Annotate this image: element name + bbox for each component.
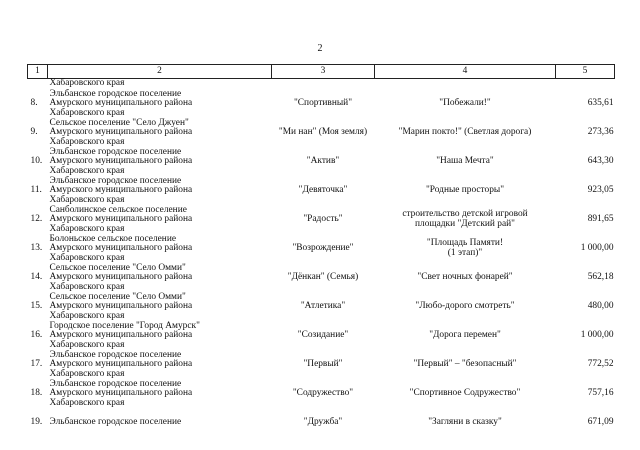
grant-amount: 1 000,00 [580,243,614,254]
settlement-name-line: Хабаровского края [49,281,125,292]
initiative-group: "Дёнкан" (Семья) [287,272,359,283]
settlement-name-line: Хабаровского края [49,194,125,205]
table-header-row [28,65,615,79]
project-title [375,351,556,380]
project-title [375,293,556,322]
project-title-line: "Площадь Памяти! [426,238,504,249]
settlement-name [48,409,272,438]
settlement-name-line: Амурского муниципального района [49,301,193,312]
table-row [28,206,615,235]
project-title-line: "Побежали!" [439,98,491,109]
settlement-name-line: Хабаровского края [49,310,125,321]
project-title-line: площадки "Детский рай" [415,219,515,229]
settlement-name-line: Хабаровского края [49,136,125,147]
settlement-name-line: Эльбанское городское поселение [49,175,182,186]
initiative-group: "Созидание" [297,330,349,341]
settlement-name [48,206,272,235]
row-number: 19. [30,417,43,428]
grant-amount: 891,65 [587,214,614,225]
settlement-name-line: Болоньское сельское поселение [49,233,176,244]
settlement-name-line: Амурского муниципального района [49,359,193,370]
row-number: 11. [30,185,42,196]
table-row [28,235,615,264]
grant-amount: 643,30 [587,156,614,167]
settlement-name-line: Эльбанское городское поселение [49,378,182,389]
project-title-line: "Любо-дорого смотреть" [415,301,515,312]
table-row [28,380,615,409]
table-row [28,409,615,438]
row-number: 17. [30,359,43,370]
settlement-name [48,177,272,206]
initiative-group: "Радость" [303,214,343,225]
settlement-name-line: Амурского муниципального района [49,272,193,283]
project-title [375,119,556,148]
initiative-group: "Девяточка" [298,185,348,196]
project-title-line: "Марин покто!" (Светлая дорога) [398,127,532,138]
project-title [375,264,556,293]
settlement-name-line: Городское поселение "Город Амурск" [49,320,200,331]
settlement-name-line: Хабаровского края [49,165,125,176]
settlement-name-line: Эльбанское городское поселение [49,349,182,360]
settlement-name-line: Хабаровского края [49,252,125,263]
project-title [375,206,556,235]
project-title [375,177,556,206]
column-header-2: 2 [48,65,272,79]
column-header-3: 3 [272,65,375,79]
project-title [375,409,556,438]
table-body [28,79,615,438]
settlement-name-line: Хабаровского края [49,223,125,234]
grant-amount: 671,09 [587,417,614,428]
carry-over-row [28,79,615,90]
settlement-name [48,264,272,293]
table-row [28,322,615,351]
project-title-line: "Свет ночных фонарей" [417,272,513,283]
settlement-name-line: Амурского муниципального района [49,156,193,167]
project-title-line: строительство детской игровой [402,209,528,220]
row-number: 13. [30,243,43,254]
settlement-name-line: Сельское поселение "Село Джуен" [49,117,189,128]
table-row [28,264,615,293]
grant-amount: 772,52 [587,359,614,370]
row-number: 12. [30,214,43,225]
settlement-name [48,351,272,380]
settlement-name-line: Хабаровского края [49,368,125,379]
settlement-name-line: Санболинское сельское поселение [49,204,187,215]
table-row [28,177,615,206]
settlement-name-line: Амурского муниципального района [49,388,193,399]
row-number: 8. [30,98,38,109]
initiative-group: "Актив" [306,156,340,167]
initiative-group: "Первый" [303,359,343,370]
table-row [28,90,615,119]
grant-amount: 562,18 [587,272,614,283]
initiative-group: "Содружество" [292,388,354,399]
project-title-line: "Дорога перемен" [429,330,501,341]
initiative-group: "Атлетика" [300,301,346,312]
row-number: 10. [30,156,43,167]
row-number: 16. [30,330,43,341]
column-header-1: 1 [28,65,48,79]
project-title-line: "Наша Мечта" [436,156,494,167]
settlement-name-line: Хабаровского края [49,107,125,118]
settlement-name-line: Эльбанское городское поселение [49,88,182,99]
settlement-name [48,235,272,264]
grant-amount: 1 000,00 [580,330,614,341]
settlement-name [48,148,272,177]
settlement-name-line: Амурского муниципального района [49,243,193,254]
settlement-name-line: Хабаровского края [49,397,125,408]
project-title-line: "Загляни в сказку" [428,417,502,428]
settlement-name-line: Сельское поселение "Село Омми" [49,291,186,302]
project-title [375,235,556,264]
grant-amount: 923,05 [587,185,614,196]
settlement-name-line: Эльбанское городское поселение [49,417,182,428]
settlement-name [48,322,272,351]
settlement-name-line: Хабаровского края [49,339,125,350]
initiative-group: "Возрождение" [292,243,354,254]
project-title-line: "Первый" – "безопасный" [413,359,517,370]
grant-amount: 757,16 [587,388,614,399]
project-title [375,90,556,119]
project-title-line: "Родные просторы" [425,185,505,196]
row-number: 15. [30,301,43,312]
grant-amount: 273,36 [587,127,614,138]
settlement-name-line: Амурского муниципального района [49,330,193,341]
column-header-4: 4 [375,65,556,79]
page-number: 2 [317,43,323,54]
settlement-name-line: Эльбанское городское поселение [49,146,182,157]
settlement-name-line: Амурского муниципального района [49,185,193,196]
settlement-name-line: Сельское поселение "Село Омми" [49,262,186,273]
column-header-5: 5 [556,65,615,79]
row-number: 9. [30,127,38,138]
project-title-line: "Спортивное Содружество" [409,388,521,399]
table-row [28,119,615,148]
table-row [28,148,615,177]
settlement-name-line: Амурского муниципального района [49,127,193,138]
settlement-name [48,293,272,322]
row-number: 14. [30,272,43,283]
grants-table [27,64,615,438]
settlement-name-line: Амурского муниципального района [49,214,193,225]
grant-amount: 635,61 [587,98,614,109]
row-number: 18. [30,388,43,399]
settlement-name [48,119,272,148]
project-title [375,322,556,351]
project-title [375,148,556,177]
grant-amount: 480,00 [587,301,614,312]
initiative-group: "Ми нан" (Моя земля) [278,127,368,138]
initiative-group: "Дружба" [303,417,343,428]
project-title-line: (1 этап)" [447,248,483,258]
project-title [375,380,556,409]
initiative-group: "Спортивный" [293,98,353,109]
table-row [28,351,615,380]
carry-over-text: Хабаровского края [49,78,125,89]
settlement-name [48,90,272,119]
table-row [28,293,615,322]
settlement-name-line: Амурского муниципального района [49,98,193,109]
settlement-name [48,380,272,409]
